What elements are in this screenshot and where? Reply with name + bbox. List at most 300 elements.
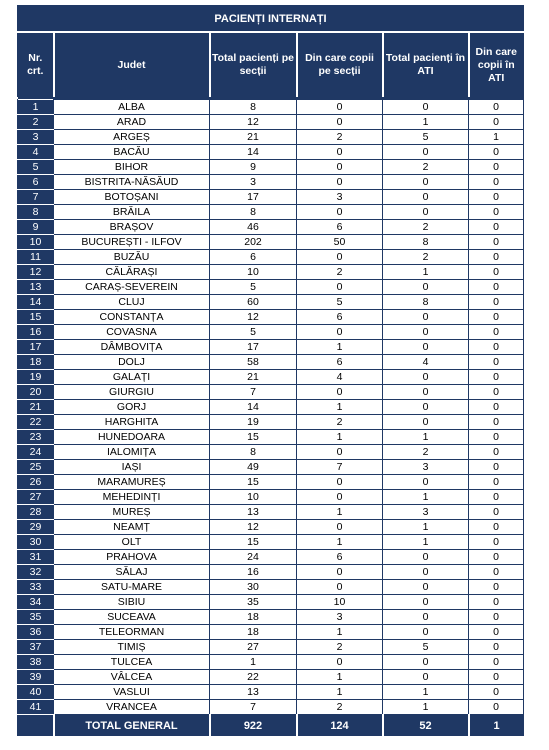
copii-ati-cell: 0 — [469, 640, 524, 655]
total-sectii-cell: 17 — [210, 190, 297, 205]
total-sectii-cell: 18 — [210, 625, 297, 640]
copii-sectii-cell: 0 — [297, 175, 383, 190]
table-row — [18, 490, 524, 505]
total-ati-cell: 1 — [383, 535, 469, 550]
table-row — [18, 670, 524, 685]
total-sectii-cell: 5 — [210, 325, 297, 340]
table-row — [18, 130, 524, 145]
county-name-cell: SATU-MARE — [54, 580, 210, 595]
total-ati-cell: 5 — [383, 640, 469, 655]
total-ati-cell: 1 — [383, 430, 469, 445]
copii-sectii-cell: 4 — [297, 370, 383, 385]
copii-ati-cell: 0 — [469, 115, 524, 130]
copii-sectii-cell: 0 — [297, 250, 383, 265]
copii-sectii-cell: 2 — [297, 415, 383, 430]
column-header-copii-ati-label: Din care copii în ATI — [475, 45, 517, 84]
copii-ati-cell: 0 — [469, 565, 524, 580]
row-number-cell: 14 — [18, 295, 54, 310]
copii-sectii-cell: 1 — [297, 685, 383, 700]
copii-sectii-cell: 6 — [297, 550, 383, 565]
row-number-cell: 3 — [18, 130, 54, 145]
table-row — [18, 100, 524, 115]
total-sectii-cell: 22 — [210, 670, 297, 685]
total-sectii-cell: 1 — [210, 655, 297, 670]
table-row — [18, 175, 524, 190]
total-ati-cell: 0 — [383, 475, 469, 490]
county-name-cell: MUREȘ — [54, 505, 210, 520]
table-row — [18, 415, 524, 430]
copii-ati-cell: 1 — [469, 130, 524, 145]
row-number-cell: 6 — [18, 175, 54, 190]
row-number-cell: 19 — [18, 370, 54, 385]
table-row — [18, 535, 524, 550]
copii-ati-cell: 0 — [469, 385, 524, 400]
total-sectii-cell: 17 — [210, 340, 297, 355]
table-row — [18, 295, 524, 310]
row-number-cell: 27 — [18, 490, 54, 505]
total-ati-cell: 0 — [383, 340, 469, 355]
county-name-cell: ARAD — [54, 115, 210, 130]
table-row — [18, 460, 524, 475]
total-sectii-cell: 6 — [210, 250, 297, 265]
table-row — [18, 325, 524, 340]
total-ati-cell: 3 — [383, 505, 469, 520]
total-ati-cell: 1 — [383, 685, 469, 700]
total-sectii-cell: 18 — [210, 610, 297, 625]
total-sectii-cell: 49 — [210, 460, 297, 475]
county-name-cell: GORJ — [54, 400, 210, 415]
row-number-cell: 5 — [18, 160, 54, 175]
row-number-cell: 26 — [18, 475, 54, 490]
row-number-cell: 33 — [18, 580, 54, 595]
county-name-cell: PRAHOVA — [54, 550, 210, 565]
row-number-cell: 31 — [18, 550, 54, 565]
county-name-cell: HUNEDOARA — [54, 430, 210, 445]
copii-ati-cell: 0 — [469, 370, 524, 385]
row-number-cell: 13 — [18, 280, 54, 295]
county-name-cell: BUCUREȘTI - ILFOV — [54, 235, 210, 250]
total-ati-cell: 2 — [383, 160, 469, 175]
copii-sectii-cell: 3 — [297, 190, 383, 205]
total-sectii-cell: 12 — [210, 310, 297, 325]
county-name-cell: NEAMȚ — [54, 520, 210, 535]
copii-sectii-cell: 0 — [297, 325, 383, 340]
total-ati-cell: 0 — [383, 610, 469, 625]
county-name-cell: CLUJ — [54, 295, 210, 310]
total-sectii-cell: 14 — [210, 400, 297, 415]
copii-sectii-cell: 1 — [297, 505, 383, 520]
copii-ati-cell: 0 — [469, 205, 524, 220]
copii-sectii-cell: 1 — [297, 340, 383, 355]
copii-sectii-cell: 7 — [297, 460, 383, 475]
total-sectii-cell: 24 — [210, 550, 297, 565]
county-name-cell: ALBA — [54, 100, 210, 115]
total-sectii-cell: 58 — [210, 355, 297, 370]
copii-ati-cell: 0 — [469, 190, 524, 205]
table-row — [18, 595, 524, 610]
copii-sectii-cell: 3 — [297, 610, 383, 625]
total-ati-cell: 1 — [383, 520, 469, 535]
county-name-cell: BISTRITA-NĂSĂUD — [54, 175, 210, 190]
copii-ati-cell: 0 — [469, 625, 524, 640]
total-label: TOTAL GENERAL — [54, 715, 210, 737]
table-row — [18, 475, 524, 490]
copii-sectii-cell: 2 — [297, 130, 383, 145]
copii-sectii-cell: 0 — [297, 385, 383, 400]
total-sectii-cell: 35 — [210, 595, 297, 610]
row-number-cell: 40 — [18, 685, 54, 700]
total-sectii-cell: 10 — [210, 265, 297, 280]
county-name-cell: SIBIU — [54, 595, 210, 610]
table-row — [18, 355, 524, 370]
total-sectii-cell: 7 — [210, 385, 297, 400]
table-row — [18, 340, 524, 355]
row-number-cell: 29 — [18, 520, 54, 535]
table-row — [18, 505, 524, 520]
total-sectii-cell: 15 — [210, 430, 297, 445]
copii-ati-cell: 0 — [469, 700, 524, 715]
total-ati-cell: 0 — [383, 190, 469, 205]
copii-sectii-cell: 6 — [297, 220, 383, 235]
county-name-cell: IAȘI — [54, 460, 210, 475]
total-copii-sectii-value: 124 — [297, 715, 383, 737]
copii-ati-cell: 0 — [469, 355, 524, 370]
table-row — [18, 700, 524, 715]
row-number-cell: 36 — [18, 625, 54, 640]
row-number-cell: 16 — [18, 325, 54, 340]
row-number-cell: 15 — [18, 310, 54, 325]
table-row — [18, 280, 524, 295]
row-number-cell: 10 — [18, 235, 54, 250]
row-number-cell: 18 — [18, 355, 54, 370]
total-ati-cell: 5 — [383, 130, 469, 145]
table-row — [18, 205, 524, 220]
county-name-cell: VASLUI — [54, 685, 210, 700]
total-ati-cell: 0 — [383, 565, 469, 580]
total-ati-cell: 3 — [383, 460, 469, 475]
copii-sectii-cell: 50 — [297, 235, 383, 250]
copii-ati-cell: 0 — [469, 475, 524, 490]
county-name-cell: BUZĂU — [54, 250, 210, 265]
table-row — [18, 655, 524, 670]
row-number-cell: 9 — [18, 220, 54, 235]
table-row — [18, 430, 524, 445]
row-number-cell: 17 — [18, 340, 54, 355]
county-name-cell: TULCEA — [54, 655, 210, 670]
total-sectii-cell: 12 — [210, 115, 297, 130]
table-row — [18, 385, 524, 400]
total-sectii-cell: 12 — [210, 520, 297, 535]
copii-sectii-cell: 0 — [297, 445, 383, 460]
row-number-cell: 37 — [18, 640, 54, 655]
copii-ati-cell: 0 — [469, 325, 524, 340]
county-name-cell: BRĂILA — [54, 205, 210, 220]
copii-ati-cell: 0 — [469, 100, 524, 115]
total-sectii-cell: 10 — [210, 490, 297, 505]
copii-ati-cell: 0 — [469, 520, 524, 535]
column-header-nr-label: Nr. crt. — [27, 52, 44, 77]
table-row — [18, 580, 524, 595]
total-ati-cell: 1 — [383, 700, 469, 715]
column-header-nr — [18, 32, 54, 97]
total-ati-cell: 0 — [383, 550, 469, 565]
table-row — [18, 220, 524, 235]
copii-ati-cell: 0 — [469, 235, 524, 250]
total-ati-cell: 4 — [383, 355, 469, 370]
row-number-cell: 30 — [18, 535, 54, 550]
county-name-cell: CĂLĂRAȘI — [54, 265, 210, 280]
copii-sectii-cell: 1 — [297, 400, 383, 415]
table-row — [18, 565, 524, 580]
county-name-cell: VÂLCEA — [54, 670, 210, 685]
total-ati-cell: 0 — [383, 415, 469, 430]
total-sectii-cell: 8 — [210, 445, 297, 460]
column-header-copii-ati — [469, 32, 524, 97]
total-ati-value: 52 — [383, 715, 469, 737]
copii-ati-cell: 0 — [469, 145, 524, 160]
copii-sectii-cell: 2 — [297, 700, 383, 715]
county-name-cell: BACĂU — [54, 145, 210, 160]
total-copii-ati-value: 1 — [469, 715, 524, 737]
county-name-cell: BOTOȘANI — [54, 190, 210, 205]
total-ati-cell: 0 — [383, 205, 469, 220]
table-body — [18, 100, 524, 715]
copii-ati-cell: 0 — [469, 295, 524, 310]
total-sectii-cell: 19 — [210, 415, 297, 430]
table-row — [18, 190, 524, 205]
total-sectii-cell: 21 — [210, 370, 297, 385]
table-title: PACIENȚI INTERNAȚI — [18, 6, 524, 33]
total-sectii-cell: 8 — [210, 100, 297, 115]
table-row — [18, 550, 524, 565]
county-name-cell: VRANCEA — [54, 700, 210, 715]
copii-sectii-cell: 6 — [297, 310, 383, 325]
copii-ati-cell: 0 — [469, 220, 524, 235]
total-ati-cell: 0 — [383, 580, 469, 595]
copii-sectii-cell: 0 — [297, 205, 383, 220]
county-name-cell: MEHEDINȚI — [54, 490, 210, 505]
county-name-cell: TELEORMAN — [54, 625, 210, 640]
copii-ati-cell: 0 — [469, 535, 524, 550]
copii-sectii-cell: 10 — [297, 595, 383, 610]
row-number-cell: 11 — [18, 250, 54, 265]
row-number-cell: 2 — [18, 115, 54, 130]
copii-ati-cell: 0 — [469, 670, 524, 685]
row-number-cell: 32 — [18, 565, 54, 580]
table-row — [18, 370, 524, 385]
row-number-cell: 4 — [18, 145, 54, 160]
table-row — [18, 640, 524, 655]
total-ati-cell: 0 — [383, 385, 469, 400]
total-sectii-cell: 21 — [210, 130, 297, 145]
copii-ati-cell: 0 — [469, 265, 524, 280]
copii-sectii-cell: 1 — [297, 535, 383, 550]
total-ati-cell: 0 — [383, 655, 469, 670]
copii-sectii-cell: 0 — [297, 115, 383, 130]
county-name-cell: COVASNA — [54, 325, 210, 340]
table-row — [18, 115, 524, 130]
copii-ati-cell: 0 — [469, 400, 524, 415]
total-sectii-cell: 5 — [210, 280, 297, 295]
column-header-judet: Judet — [54, 32, 210, 97]
copii-sectii-cell: 0 — [297, 475, 383, 490]
copii-sectii-cell: 5 — [297, 295, 383, 310]
total-ati-cell: 0 — [383, 595, 469, 610]
total-ati-cell: 0 — [383, 325, 469, 340]
copii-ati-cell: 0 — [469, 505, 524, 520]
total-ati-cell: 0 — [383, 310, 469, 325]
copii-ati-cell: 0 — [469, 250, 524, 265]
total-ati-cell: 8 — [383, 295, 469, 310]
copii-sectii-cell: 0 — [297, 160, 383, 175]
copii-ati-cell: 0 — [469, 655, 524, 670]
total-ati-cell: 0 — [383, 625, 469, 640]
row-number-cell: 39 — [18, 670, 54, 685]
total-sectii-cell: 14 — [210, 145, 297, 160]
total-sectii-value: 922 — [210, 715, 297, 737]
table-row — [18, 625, 524, 640]
total-sectii-cell: 60 — [210, 295, 297, 310]
total-sectii-cell: 9 — [210, 160, 297, 175]
county-name-cell: SĂLAJ — [54, 565, 210, 580]
copii-sectii-cell: 6 — [297, 355, 383, 370]
table-row — [18, 265, 524, 280]
total-sectii-cell: 30 — [210, 580, 297, 595]
county-name-cell: IALOMIȚA — [54, 445, 210, 460]
copii-ati-cell: 0 — [469, 460, 524, 475]
patients-table — [17, 5, 524, 736]
total-ati-cell: 0 — [383, 280, 469, 295]
total-ati-cell: 0 — [383, 370, 469, 385]
copii-sectii-cell: 0 — [297, 100, 383, 115]
table-row — [18, 685, 524, 700]
copii-ati-cell: 0 — [469, 340, 524, 355]
copii-ati-cell: 0 — [469, 550, 524, 565]
copii-sectii-cell: 2 — [297, 265, 383, 280]
total-ati-cell: 8 — [383, 235, 469, 250]
table-row — [18, 250, 524, 265]
county-name-cell: BRAȘOV — [54, 220, 210, 235]
table-row — [18, 445, 524, 460]
total-ati-cell: 1 — [383, 115, 469, 130]
copii-sectii-cell: 1 — [297, 625, 383, 640]
copii-ati-cell: 0 — [469, 580, 524, 595]
row-number-cell: 34 — [18, 595, 54, 610]
total-ati-cell: 2 — [383, 445, 469, 460]
table-row — [18, 610, 524, 625]
table-row — [18, 310, 524, 325]
total-sectii-cell: 16 — [210, 565, 297, 580]
copii-sectii-cell: 2 — [297, 640, 383, 655]
county-name-cell: BIHOR — [54, 160, 210, 175]
total-ati-cell: 2 — [383, 250, 469, 265]
total-sectii-cell: 7 — [210, 700, 297, 715]
table-row — [18, 520, 524, 535]
county-name-cell: DOLJ — [54, 355, 210, 370]
total-sectii-cell: 13 — [210, 505, 297, 520]
copii-ati-cell: 0 — [469, 430, 524, 445]
total-sectii-cell: 202 — [210, 235, 297, 250]
column-header-total-sectii: Total pacienți pe secții — [210, 32, 297, 97]
row-number-cell: 21 — [18, 400, 54, 415]
total-row-lead — [18, 715, 54, 737]
copii-sectii-cell: 1 — [297, 670, 383, 685]
column-header-copii-sectii: Din care copii pe secții — [297, 32, 383, 97]
county-name-cell: DÂMBOVIȚA — [54, 340, 210, 355]
copii-ati-cell: 0 — [469, 445, 524, 460]
row-number-cell: 12 — [18, 265, 54, 280]
copii-ati-cell: 0 — [469, 160, 524, 175]
county-name-cell: ARGEȘ — [54, 130, 210, 145]
copii-ati-cell: 0 — [469, 610, 524, 625]
copii-sectii-cell: 0 — [297, 565, 383, 580]
copii-sectii-cell: 0 — [297, 145, 383, 160]
copii-sectii-cell: 1 — [297, 430, 383, 445]
row-number-cell: 20 — [18, 385, 54, 400]
total-ati-cell: 1 — [383, 265, 469, 280]
row-number-cell: 24 — [18, 445, 54, 460]
row-number-cell: 41 — [18, 700, 54, 715]
total-ati-cell: 1 — [383, 490, 469, 505]
total-ati-cell: 2 — [383, 220, 469, 235]
copii-sectii-cell: 0 — [297, 655, 383, 670]
hospitalized-patients-sheet — [17, 5, 523, 736]
total-ati-cell: 0 — [383, 100, 469, 115]
row-number-cell: 25 — [18, 460, 54, 475]
table-row — [18, 400, 524, 415]
table-row — [18, 160, 524, 175]
county-name-cell: HARGHITA — [54, 415, 210, 430]
copii-ati-cell: 0 — [469, 490, 524, 505]
county-name-cell: OLT — [54, 535, 210, 550]
total-ati-cell: 0 — [383, 400, 469, 415]
table-row — [18, 145, 524, 160]
total-sectii-cell: 3 — [210, 175, 297, 190]
copii-ati-cell: 0 — [469, 175, 524, 190]
copii-sectii-cell: 0 — [297, 490, 383, 505]
county-name-cell: GALAȚI — [54, 370, 210, 385]
county-name-cell: SUCEAVA — [54, 610, 210, 625]
total-sectii-cell: 27 — [210, 640, 297, 655]
row-number-cell: 8 — [18, 205, 54, 220]
total-sectii-cell: 13 — [210, 685, 297, 700]
row-number-cell: 22 — [18, 415, 54, 430]
table-row — [18, 235, 524, 250]
total-sectii-cell: 8 — [210, 205, 297, 220]
total-sectii-cell: 15 — [210, 535, 297, 550]
county-name-cell: TIMIȘ — [54, 640, 210, 655]
row-number-cell: 38 — [18, 655, 54, 670]
total-sectii-cell: 46 — [210, 220, 297, 235]
county-name-cell: GIURGIU — [54, 385, 210, 400]
copii-ati-cell: 0 — [469, 685, 524, 700]
copii-sectii-cell: 0 — [297, 280, 383, 295]
total-ati-cell: 0 — [383, 670, 469, 685]
column-header-total-ati: Total pacienți în ATI — [383, 32, 469, 97]
copii-ati-cell: 0 — [469, 415, 524, 430]
total-ati-cell: 0 — [383, 145, 469, 160]
row-number-cell: 35 — [18, 610, 54, 625]
county-name-cell: MARAMUREȘ — [54, 475, 210, 490]
total-sectii-cell: 15 — [210, 475, 297, 490]
row-number-cell: 7 — [18, 190, 54, 205]
county-name-cell: CONSTANȚA — [54, 310, 210, 325]
copii-ati-cell: 0 — [469, 280, 524, 295]
copii-ati-cell: 0 — [469, 310, 524, 325]
row-number-cell: 28 — [18, 505, 54, 520]
copii-ati-cell: 0 — [469, 595, 524, 610]
row-number-cell: 23 — [18, 430, 54, 445]
